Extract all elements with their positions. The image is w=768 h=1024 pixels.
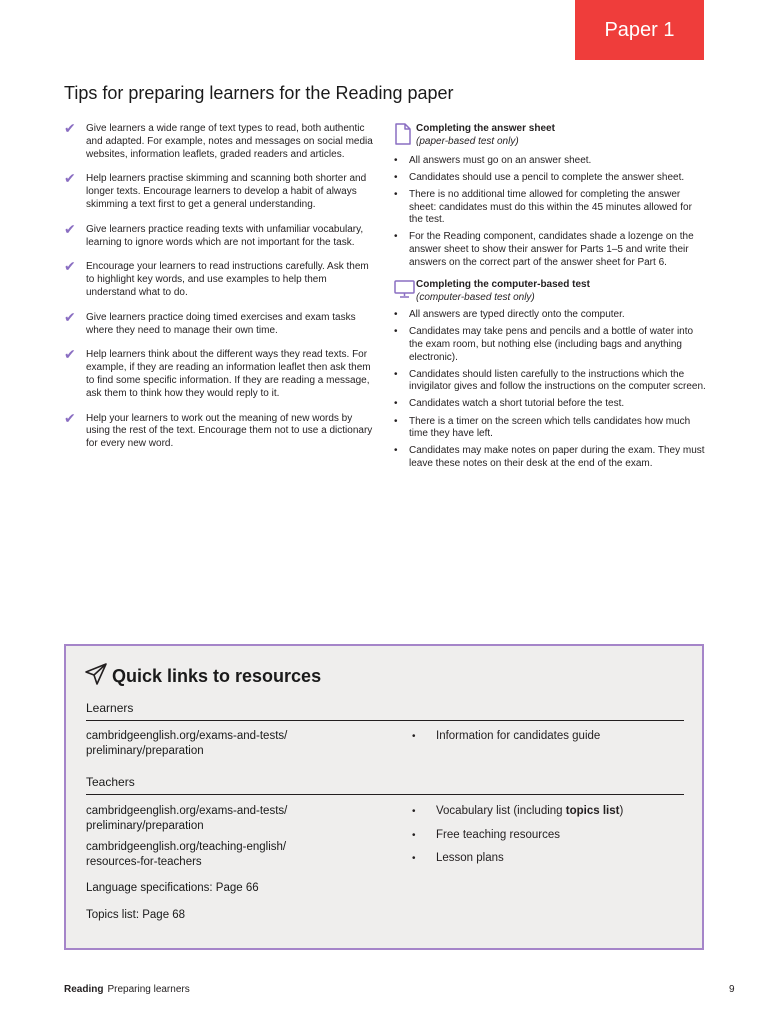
computer-test-bullets — [394, 309, 706, 470]
bullet-item: • Candidates may take pens and pencils and a bottle of water into the exam room, but nothing else (including bags and anything electronic). — [394, 326, 706, 364]
resource-item-vocabulary: • Vocabulary list (including topics list) — [412, 804, 623, 819]
answer-sheet-bullets — [394, 155, 706, 269]
document-icon — [394, 123, 416, 150]
tip-item — [64, 170, 376, 211]
computer-test-subtitle: (computer-based test only) — [416, 291, 535, 303]
answer-sheet-heading — [394, 123, 706, 150]
paper-tab-label: Paper 1 — [604, 18, 675, 41]
test-info-column — [394, 123, 706, 475]
quick-links-box — [64, 644, 704, 950]
link-line: preliminary/preparation — [86, 820, 204, 832]
tip-item — [64, 346, 376, 400]
paper-plane-icon — [84, 662, 108, 691]
footer-section-name: Reading — [64, 984, 104, 995]
checkmark-icon: ✔ — [64, 170, 76, 187]
bullet-item: • All answers must go on an answer sheet. — [394, 155, 706, 168]
bullet-item: • There is a timer on the screen which tells candidates how much time they have left. — [394, 416, 706, 441]
learners-resources — [412, 729, 600, 753]
link-line: preliminary/preparation — [86, 745, 204, 757]
answer-sheet-title: Completing the answer sheet — [416, 123, 555, 134]
tip-item — [64, 308, 376, 338]
quick-links-title: Quick links to resources — [112, 666, 322, 686]
tip-text: Encourage your learners to read instructions carefully. Ask them to highlight key words, and use examples to help them understand what to do. — [86, 261, 369, 298]
tip-text: Help learners think about the different ways they read texts. For example, if they are reading an information leaflet then ask them to find some specific information. If they are reading a message, ask them to think how they would reply to it. — [86, 349, 371, 399]
computer-test-title: Completing the computer-based test — [416, 278, 590, 290]
computer-test-heading — [394, 279, 706, 305]
tip-text: Help your learners to work out the meaning of new words by using the rest of the text. Encourage them not to use a dictionary for every new word. — [86, 412, 373, 450]
bullet-item: • There is no additional time allowed for completing the answer sheet: candidates must do this within the 45 minutes allowed for the test. — [394, 189, 706, 227]
footer-section — [64, 984, 190, 995]
quick-links-header — [84, 662, 321, 691]
learners-link[interactable] — [86, 729, 287, 759]
checkmark-icon: ✔ — [64, 258, 76, 275]
resource-item: • Lesson plans — [412, 851, 623, 866]
checkmark-icon: ✔ — [64, 308, 76, 325]
teachers-label: Teachers — [86, 775, 135, 789]
tip-item — [64, 409, 376, 451]
learners-label: Learners — [86, 701, 134, 715]
teachers-link-resources[interactable] — [86, 840, 286, 870]
learners-divider — [86, 720, 684, 721]
paper-tab — [575, 0, 704, 60]
teachers-resources — [412, 804, 623, 875]
footer-subtitle: Preparing learners — [107, 984, 190, 995]
tip-item — [64, 258, 376, 299]
teachers-divider — [86, 794, 684, 795]
tip-text: Help learners practise skimming and scanning both shorter and longer texts. Encourage learners to develop a habit of always skimming a text first to get a general understanding. — [86, 173, 367, 210]
resource-item: • Free teaching resources — [412, 828, 623, 843]
bullet-item: • Candidates should listen carefully to the instructions which the invigilator gives and follow the instructions on the computer screen. — [394, 369, 706, 394]
link-line: cambridgeenglish.org/exams-and-tests/ — [86, 730, 288, 742]
tip-text: Give learners practice reading texts with unfamiliar vocabulary, learning to ignore words which are not important for the task. — [86, 223, 364, 248]
checkmark-icon: ✔ — [64, 346, 76, 363]
bullet-item: • Candidates should use a pencil to complete the answer sheet. — [394, 172, 706, 185]
checkmark-icon: ✔ — [64, 120, 76, 136]
checkmark-icon: ✔ — [64, 220, 76, 237]
bullet-item: • Candidates watch a short tutorial before the test. — [394, 398, 706, 411]
link-line: cambridgeenglish.org/teaching-english/ — [86, 841, 287, 853]
topics-list-emphasis: topics list — [565, 805, 620, 817]
bullet-item: • For the Reading component, candidates shade a lozenge on the answer sheet to show their answer for Parts 1–5 and write their answers on the correct part of the answer sheet for Part 6. — [394, 231, 706, 269]
page-title: Tips for preparing learners for the Reading paper — [64, 83, 454, 103]
teachers-link-preparation[interactable] — [86, 804, 287, 834]
page-number: 9 — [729, 984, 735, 995]
topics-list: Topics list: Page 68 — [86, 909, 186, 921]
link-line: resources-for-teachers — [86, 856, 202, 868]
bullet-item: • All answers are typed directly onto the computer. — [394, 309, 706, 322]
answer-sheet-subtitle: (paper-based test only) — [416, 135, 519, 147]
tip-text: Give learners practice doing timed exercises and exam tasks where they need to manage their own time. — [86, 311, 356, 336]
resource-item: • Information for candidates guide — [412, 729, 600, 744]
tip-item — [64, 120, 376, 161]
tip-item — [64, 220, 376, 250]
bullet-item: • Candidates may make notes on paper during the exam. They must leave these notes on their desk at the end of the exam. — [394, 445, 706, 470]
tips-list — [64, 120, 376, 463]
language-specifications: Language specifications: Page 66 — [86, 882, 259, 894]
link-line: cambridgeenglish.org/exams-and-tests/ — [86, 805, 288, 817]
tip-text: Give learners a wide range of text types to read, both authentic and adapted. For example, notes and messages on social media websites, information leaflets, graded readers and articles. — [86, 123, 373, 160]
checkmark-icon: ✔ — [64, 409, 76, 426]
computer-monitor-icon — [394, 279, 416, 304]
